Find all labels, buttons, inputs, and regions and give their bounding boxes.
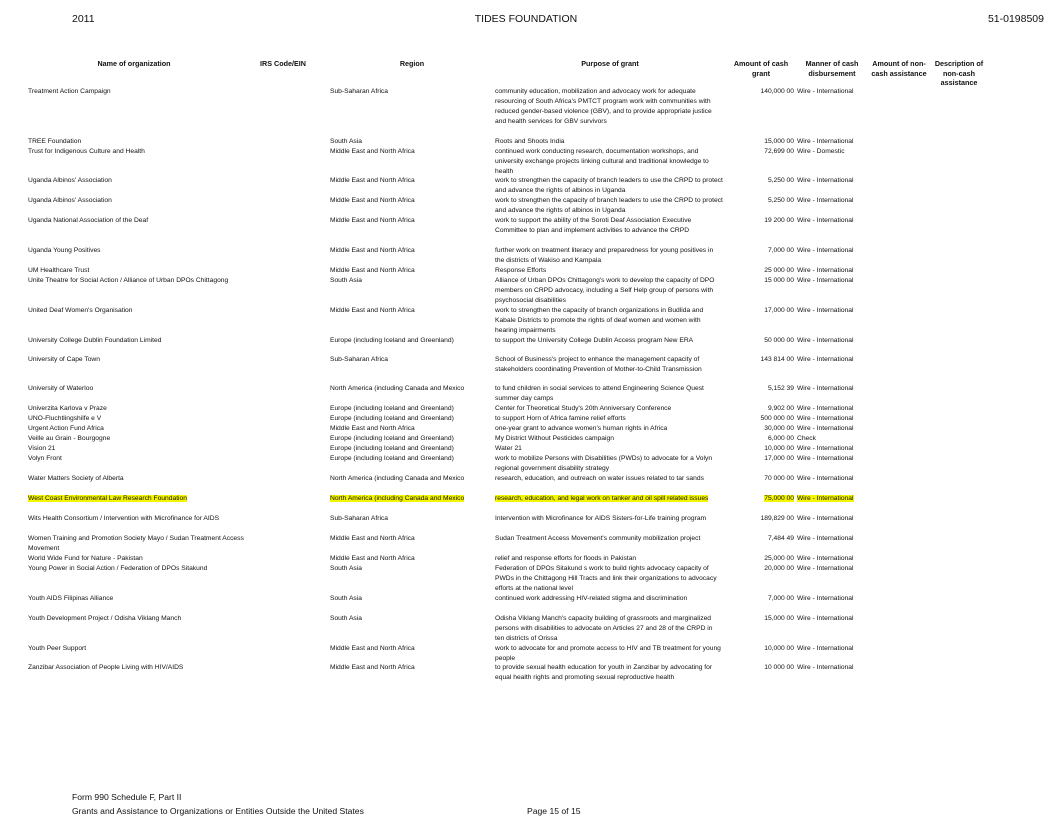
manner-cell: Wire - International — [797, 595, 854, 602]
amount-cell — [728, 494, 794, 504]
region-cell: Middle East and North Africa — [330, 177, 415, 184]
amount-cell: 25 000 00 — [764, 267, 794, 274]
amount-cell: 7,000 00 — [767, 595, 794, 602]
region-cell: Middle East and North Africa — [330, 664, 415, 671]
purpose-cell: community education, mobilization and advocacy work for adequate resourcing of South Africa's PMTCT program work with communities with reduced gender-based violence (GBV), and to provide appropriate justice and health services for GBV survivors — [495, 88, 712, 125]
purpose-cell: continued work conducting research, documentation workshops, and university exchange projects linking cultural and traditional knowledge to health — [495, 148, 709, 175]
purpose-cell: Federation of DPOs Sitakund s work to build rights advocacy capacity of PWDs in the Chittagong Hill Tracts and link their organizations to advocacy efforts at the national level — [495, 565, 717, 592]
manner-cell: Wire - Domestic — [797, 148, 845, 155]
amount-cell: 15 000 00 — [764, 277, 794, 284]
purpose-cell: My District Without Pesticides campaign — [495, 435, 614, 442]
purpose-cell: work to advocate for and promote access to HIV and TB treatment for young people — [495, 645, 721, 662]
org-name-cell: Volyn Front — [28, 455, 62, 462]
region-cell: Middle East and North Africa — [330, 307, 415, 314]
purpose-cell — [495, 494, 723, 504]
org-name-cell: University College Dublin Foundation Limited — [28, 337, 162, 344]
amount-cell: 10,000 00 — [764, 445, 794, 452]
manner-cell: Wire - International — [797, 645, 854, 652]
form-label: Form 990 Schedule F, Part II — [72, 792, 182, 802]
region-cell: South Asia — [330, 565, 362, 572]
manner-cell: Wire - International — [797, 307, 854, 314]
amount-cell: 30,000 00 — [764, 425, 794, 432]
page-number: Page 15 of 15 — [527, 806, 581, 816]
manner-cell: Wire - International — [797, 277, 854, 284]
manner-cell: Wire - International — [797, 88, 854, 95]
region-cell: North America (including Canada and Mexico — [330, 385, 465, 392]
org-name-cell: Youth AIDS Filipinas Alliance — [28, 595, 114, 602]
manner-cell: Wire - International — [797, 415, 854, 422]
region-cell: Middle East and North Africa — [330, 217, 415, 224]
purpose-cell: work to mobilize Persons with Disabilities (PWDs) to advocate for a Volyn regional government disability strategy — [495, 455, 713, 472]
amount-cell: 25,000 00 — [764, 555, 794, 562]
org-name-cell: United Deaf Women's Organisation — [28, 307, 133, 314]
region-cell: Europe (including Iceland and Greenland) — [330, 405, 454, 412]
foundation-title: TIDES FOUNDATION — [474, 13, 578, 25]
region-cell: Europe (including Iceland and Greenland) — [330, 415, 454, 422]
purpose-cell: Odisha Viklang Manch's capacity building of grassroots and marginalized persons with disabilities to advocate on Articles 27 and 28 of the CRPD in ten districts of Orissa — [495, 615, 713, 642]
amount-cell: 15,000 00 — [764, 615, 794, 622]
org-name-cell: Uganda Albinos' Association — [28, 177, 112, 184]
region-cell: Middle East and North Africa — [330, 555, 415, 562]
org-name-cell: Zanzibar Association of People Living with HIV/AIDS — [28, 664, 184, 671]
region-cell: Europe (including Iceland and Greenland) — [330, 435, 454, 442]
highlighted-text: North America (including Canada and Mexico — [330, 495, 465, 502]
highlighted-text: West Coast Environmental Law Research Foundation — [28, 495, 187, 502]
region-cell: Middle East and North Africa — [330, 247, 415, 254]
col-description-header: Description of non-cash assistance — [934, 59, 984, 87]
amount-cell: 6,000 00 — [767, 435, 794, 442]
manner-cell — [797, 494, 854, 504]
purpose-cell: relief and response efforts for floods in Pakistan — [495, 555, 637, 562]
col-irs-header: IRS Code/EIN — [260, 59, 306, 68]
purpose-cell: Sudan Treatment Access Movement's community mobilization project — [495, 535, 701, 542]
manner-cell: Wire - International — [797, 405, 854, 412]
org-name-cell: UNO-Fluchtlingshilfe e V — [28, 415, 102, 422]
highlighted-text: research, education, and legal work on tanker and oil spill related issues — [495, 495, 709, 502]
org-name-cell: Uganda Young Positives — [28, 247, 101, 254]
purpose-cell: Alliance of Urban DPOs Chittagong's work to develop the capacity of DPO members on CRPD advocacy, including a Self Help group of persons with psychosocial disabilities — [495, 277, 715, 304]
purpose-cell: to support the University College Dublin Access program New ERA — [495, 337, 694, 344]
col-amount-header: Amount of cash grant — [733, 59, 789, 78]
amount-cell: 5,250 00 — [767, 177, 794, 184]
manner-cell: Wire - International — [797, 197, 854, 204]
purpose-cell: to support Horn of Africa famine relief efforts — [495, 415, 626, 422]
org-name-cell: Uganda Albinos' Association — [28, 197, 112, 204]
org-name-cell: University of Waterloo — [28, 385, 94, 392]
purpose-cell: Water 21 — [495, 445, 522, 452]
purpose-cell: one-year grant to advance women's human rights in Africa — [495, 425, 668, 432]
org-name-cell: Veille au Grain - Bourgogne — [28, 435, 111, 442]
org-name-cell: Wits Health Consortium / Intervention with Microfinance for AIDS — [28, 515, 220, 522]
manner-cell: Wire - International — [797, 217, 854, 224]
tax-year: 2011 — [72, 13, 95, 25]
amount-cell: 10 000 00 — [764, 664, 794, 671]
org-name-cell: Women Training and Promotion Society Mayo / Sudan Treatment Access Movement — [28, 535, 244, 552]
amount-cell: 5,152 39 — [767, 385, 794, 392]
purpose-cell: further work on treatment literacy and preparedness for young positives in the districts of Wakiso and Kampala — [495, 247, 714, 264]
region-cell: Sub-Saharan Africa — [330, 356, 388, 363]
manner-cell: Wire - International — [797, 664, 854, 671]
org-name-cell: Trust for Indigenous Culture and Health — [28, 148, 145, 155]
manner-cell: Wire - International — [797, 337, 854, 344]
purpose-cell: work to strengthen the capacity of branch organizations in Budlida and Kabale Districts to promote the rights of deaf women and women with hearing impairments — [495, 307, 704, 334]
region-cell: Middle East and North Africa — [330, 425, 415, 432]
amount-cell: 50 000 00 — [764, 337, 794, 344]
purpose-cell: Center for Theoretical Study's 20th Anniversary Conference — [495, 405, 672, 412]
manner-cell: Wire - International — [797, 535, 854, 542]
manner-cell: Wire - International — [797, 247, 854, 254]
amount-cell: 20,000 00 — [764, 565, 794, 572]
purpose-cell: Roots and Shoots India — [495, 138, 565, 145]
amount-cell: 19 200 00 — [764, 217, 794, 224]
org-name-cell: Urgent Action Fund Africa — [28, 425, 104, 432]
region-cell: Sub-Saharan Africa — [330, 515, 388, 522]
region-cell: Middle East and North Africa — [330, 267, 415, 274]
ein-number: 51-0198509 — [987, 13, 1044, 25]
region-cell: South Asia — [330, 138, 362, 145]
org-name-cell — [28, 494, 248, 504]
region-cell: Middle East and North Africa — [330, 535, 415, 542]
org-name-cell: Water Matters Society of Alberta — [28, 475, 124, 482]
purpose-cell: to fund children in social services to attend Engineering Science Quest summer day camps — [495, 385, 704, 402]
col-name-header: Name of organization — [97, 59, 171, 68]
region-cell: Middle East and North Africa — [330, 197, 415, 204]
region-cell: South Asia — [330, 615, 362, 622]
region-cell: Europe (including Iceland and Greenland) — [330, 445, 454, 452]
amount-cell: 72,699 00 — [764, 148, 794, 155]
schedule-description: Grants and Assistance to Organizations or Entities Outside the United States — [72, 806, 364, 816]
amount-cell: 7,484 49 — [767, 535, 794, 542]
org-name-cell: TREE Foundation — [28, 138, 82, 145]
manner-cell: Wire - International — [797, 475, 854, 482]
manner-cell: Wire - International — [797, 565, 854, 572]
org-name-cell: UM Healthcare Trust — [28, 267, 90, 274]
org-name-cell: University of Cape Town — [28, 356, 100, 363]
manner-cell: Wire - International — [797, 455, 854, 462]
region-cell: Europe (including Iceland and Greenland) — [330, 455, 454, 462]
purpose-cell: to provide sexual health education for youth in Zanzibar by advocating for equal health rights and promoting sexual reproductive health — [495, 664, 713, 681]
manner-cell: Wire - International — [797, 425, 854, 432]
purpose-cell: continued work addressing HIV-related stigma and discrimination — [495, 595, 688, 602]
purpose-cell: research, education, and outreach on water issues related to tar sands — [495, 475, 704, 482]
col-manner-header: Manner of cash disbursement — [805, 59, 859, 78]
region-cell: North America (including Canada and Mexico — [330, 475, 465, 482]
col-region-header: Region — [399, 59, 425, 68]
manner-cell: Wire - International — [797, 555, 854, 562]
manner-cell: Check — [797, 435, 816, 442]
amount-cell: 10,000 00 — [764, 645, 794, 652]
manner-cell: Wire - International — [797, 515, 854, 522]
manner-cell: Wire - International — [797, 356, 854, 363]
org-name-cell: Youth Peer Support — [28, 645, 87, 652]
amount-cell: 5,250 00 — [767, 197, 794, 204]
amount-cell: 15,000 00 — [764, 138, 794, 145]
region-cell — [330, 494, 464, 504]
purpose-cell: Intervention with Microfinance for AIDS Sisters-for-Life training program — [495, 515, 707, 522]
org-name-cell: Vision 21 — [28, 445, 56, 452]
amount-cell: 9,902 00 — [767, 405, 794, 412]
manner-cell: Wire - International — [797, 615, 854, 622]
amount-cell: 17,000 00 — [764, 455, 794, 462]
highlighted-text: 75,000 00 — [764, 495, 794, 502]
amount-cell: 143 814 00 — [760, 356, 794, 363]
manner-cell: Wire - International — [797, 267, 854, 274]
org-name-cell: Uganda National Association of the Deaf — [28, 217, 149, 224]
org-name-cell: Treatment Action Campaign — [28, 88, 111, 95]
manner-cell: Wire - International — [797, 138, 854, 145]
col-purpose-header: Purpose of grant — [581, 59, 639, 68]
purpose-cell: Response Efforts — [495, 267, 547, 274]
region-cell: South Asia — [330, 277, 362, 284]
org-name-cell: Univerzita Karlova v Praze — [28, 405, 107, 412]
amount-cell: 17,000 00 — [764, 307, 794, 314]
region-cell: South Asia — [330, 595, 362, 602]
manner-cell: Wire - International — [797, 385, 854, 392]
amount-cell: 70 000 00 — [764, 475, 794, 482]
col-noncash-header: Amount of non-cash assistance — [871, 59, 927, 78]
org-name-cell: Young Power in Social Action / Federation of DPOs Sitakund — [28, 565, 208, 572]
purpose-cell: work to strengthen the capacity of branch leaders to use the CRPD to protect and advance the rights of albinos in Uganda — [495, 197, 723, 214]
region-cell: Middle East and North Africa — [330, 148, 415, 155]
amount-cell: 7,000 00 — [767, 247, 794, 254]
org-name-cell: Youth Development Project / Odisha Viklang Manch — [28, 615, 182, 622]
org-name-cell: World Wide Fund for Nature - Pakistan — [28, 555, 143, 562]
manner-cell: Wire - International — [797, 445, 854, 452]
manner-cell: Wire - International — [797, 177, 854, 184]
amount-cell: 189,829 00 — [760, 515, 794, 522]
region-cell: Europe (including Iceland and Greenland) — [330, 337, 454, 344]
purpose-cell: School of Business's project to enhance the management capacity of stakeholders coordinating Prevention of Mother-to-Child Transmission — [495, 356, 702, 373]
org-name-cell: Unite Theatre for Social Action / Alliance of Urban DPOs Chittagong — [28, 277, 229, 284]
highlighted-text: Wire - International — [797, 495, 854, 502]
amount-cell: 140,000 00 — [760, 88, 794, 95]
purpose-cell: work to strengthen the capacity of branch leaders to use the CRPD to protect and advance the rights of albinos in Uganda — [495, 177, 723, 194]
region-cell: Sub-Saharan Africa — [330, 88, 388, 95]
region-cell: Middle East and North Africa — [330, 645, 415, 652]
purpose-cell: work to support the ability of the Soroti Deaf Association Executive Committee to plan and implement activities to advance the CRPD — [495, 217, 692, 234]
amount-cell: 500 000 00 — [760, 415, 794, 422]
